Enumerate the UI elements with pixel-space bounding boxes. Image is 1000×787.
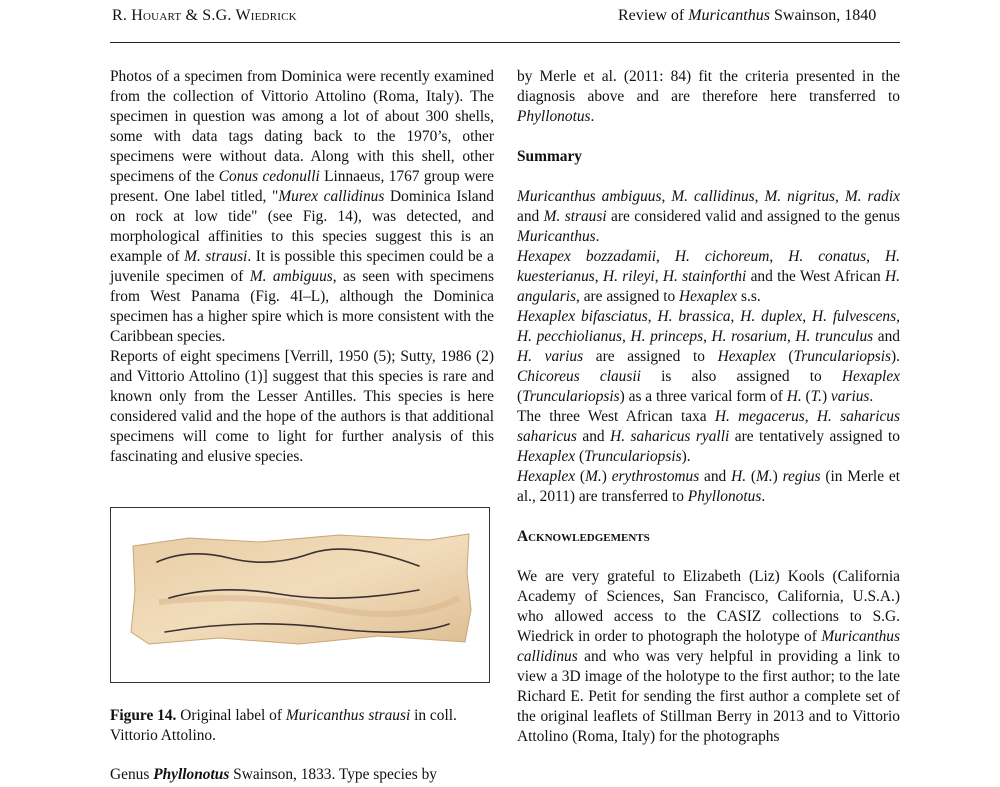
- figure-14-box: [110, 507, 490, 683]
- summary-phyllonotus-transfer: Hexaplex (M.) erythrostomus and H. (M.) regius (in Merle et al., 2011) are transferred to Phyllonotus.: [517, 468, 900, 505]
- paragraph-reports: Reports of eight specimens [Verrill, 1950 (5); Sutty, 1986 (2) and Vittorio Attolino (1)] suggest that this species is rare and known only from the Lesser Antilles. This species is here considered valid and the hope of the authors is that additional specimens will come to light for further analysis of this fascinating and elusive species.: [110, 348, 494, 465]
- summary-trunculariopsis: Hexaplex bifasciatus, H. brassica, H. duplex, H. fulvescens, H. pecchiolianus, H. princeps, H. rosarium, H. trunculus and H. varius are assigned to Hexaplex (Trunculariopsis). Chicoreus clausii is also assigned to Hexaplex (Trunculariopsis) as a three varical form of H. (T.) varius.: [517, 308, 900, 405]
- header-rule: [110, 42, 900, 43]
- paragraph-merle-transfer: by Merle et al. (2011: 84) fit the criteria presented in the diagnosis above and are therefore here transferred to Phyllonotus.: [517, 68, 900, 125]
- running-header-title: Review of Muricanthus Swainson, 1840: [618, 7, 877, 24]
- paragraph-acknowledgements: We are very grateful to Elizabeth (Liz) Kools (California Academy of Sciences, San Francisco, California, U.S.A.) who allowed access to the CASIZ collections to S.G. Wiedrick in order to photograph the holotype of Muricanthus callidinus and who was very helpful in providing a link to view a 3D image of the holotype to the first author; to the late Richard E. Petit for sending the first author a complete set of the original leaflets of Stillman Berry in 2013 and to Vittorio Attolino (Roma, Italy) for the photographs: [517, 568, 900, 745]
- summary-hexaplex-ss: Hexapex bozzadamii, H. cichoreum, H. conatus, H. kuesterianus, H. rileyi, H. stainforthi and the West African H. angularis, are assigned to Hexaplex s.s.: [517, 248, 901, 305]
- handwritten-label-image: [129, 532, 473, 646]
- left-column: [110, 67, 494, 467]
- paragraph-dominica-specimen: Photos of a specimen from Dominica were recently examined from the collection of Vittorio Attolino (Roma, Italy). The specimen in question was among a lot of about 300 shells, some with data tags dating back to the 1970’s, other specimens were without data. Along with this shell, other specimens of the Conus cedonulli Linnaeus, 1767 group were present. One label titled, "Murex callidinus Dominica Island on rock at low tide" (see Fig. 14), was detected, and morphological affinities to this species suggest this is an example of M. strausi. It is possible this specimen could be a juvenile specimen of M. ambiguus, as seen with specimens from West Panama (Fig. 4I–L), although the Dominica specimen has a higher spire which is more consistent with the Caribbean species.: [110, 68, 494, 345]
- summary-muricanthus: Muricanthus ambiguus, M. callidinus, M. nigritus, M. radix and M. strausi are considered valid and assigned to the genus Muricanthus.: [517, 188, 900, 245]
- right-column: [517, 67, 900, 747]
- acknowledgements-heading: Acknowledgements: [517, 528, 650, 545]
- summary-west-african: The three West African taxa H. megacerus, H. saharicus saharicus and H. saharicus ryalli are tentatively assigned to Hexaplex (Trunculariopsis).: [517, 408, 900, 465]
- summary-heading: Summary: [517, 148, 582, 165]
- figure-14-caption: Figure 14. Original label of Muricanthus strausi in coll. Vittorio Attolino.: [110, 707, 457, 744]
- running-header-authors: R. Houart & S.G. Wiedrick: [112, 7, 297, 24]
- genus-phyllonotus-line: Genus Phyllonotus Swainson, 1833. Type species by: [110, 766, 437, 783]
- label-paper-svg: [129, 532, 473, 646]
